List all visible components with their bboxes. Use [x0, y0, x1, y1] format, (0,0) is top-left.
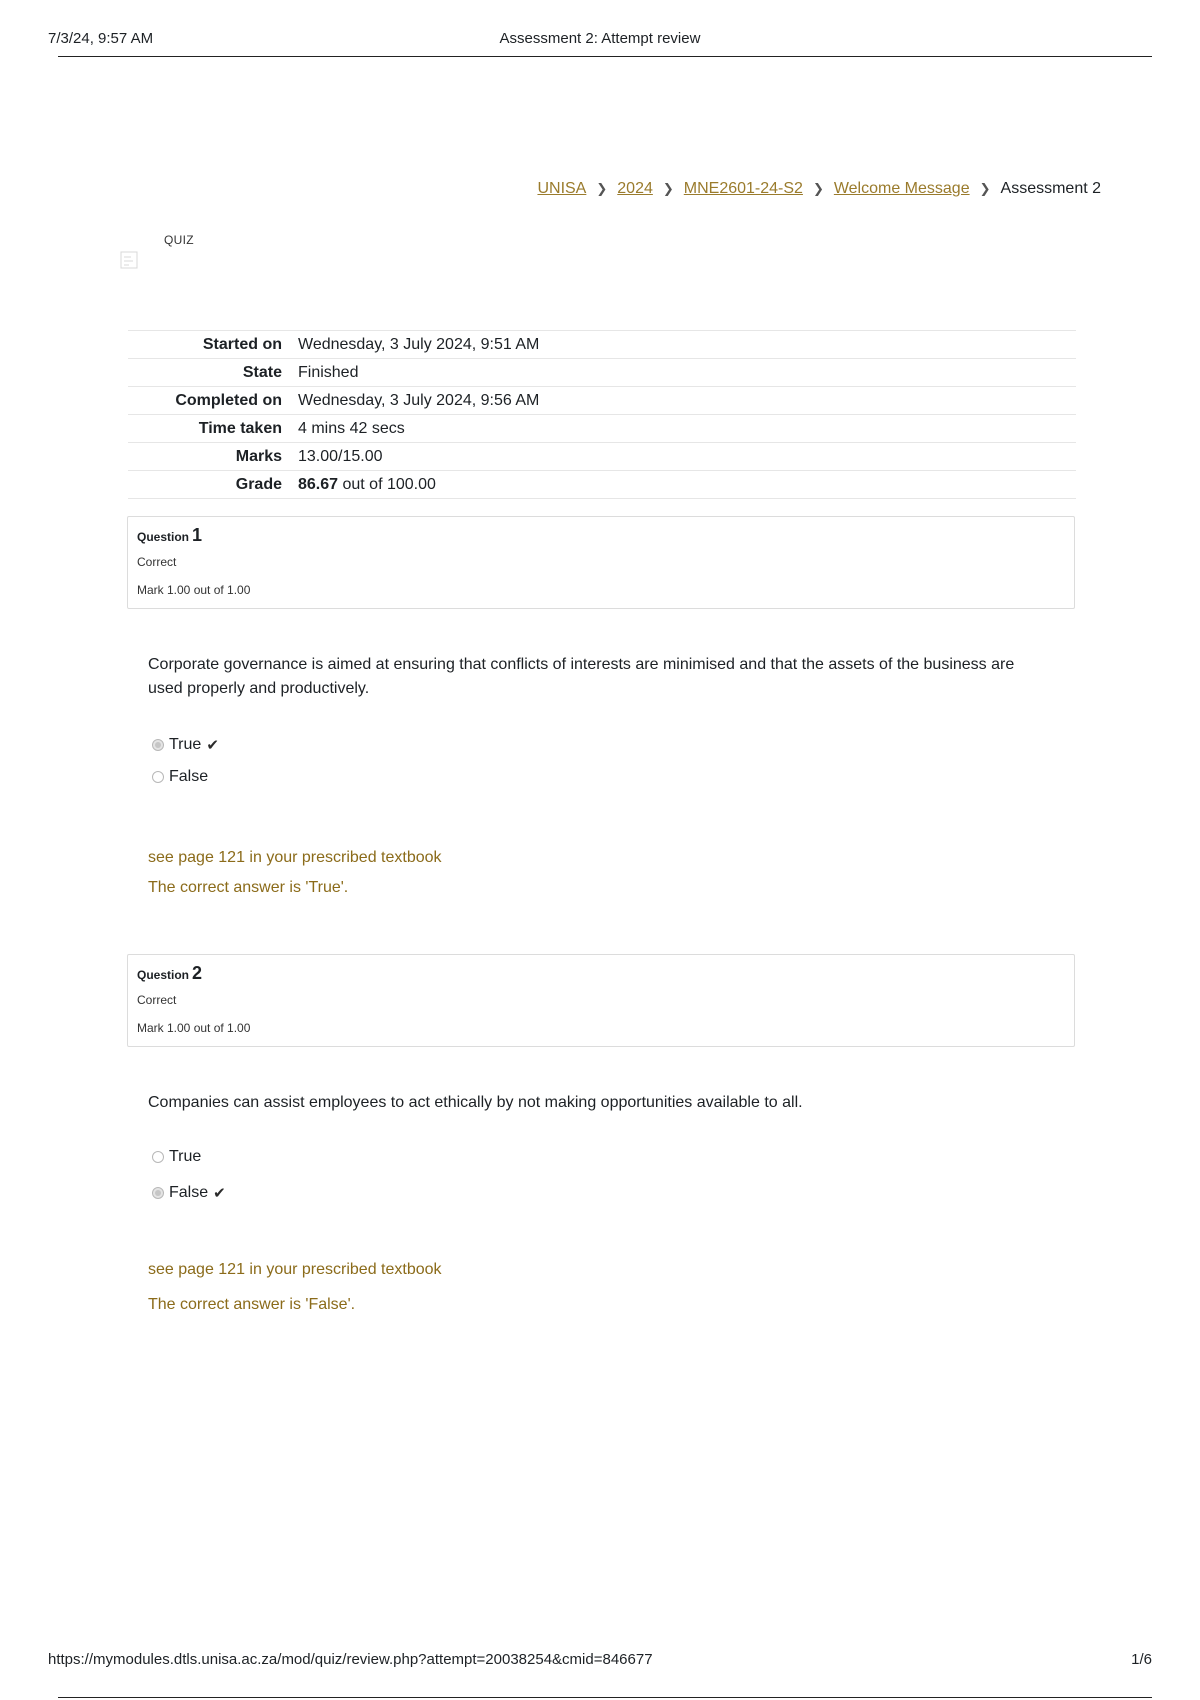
general-feedback: see page 121 in your prescribed textbook: [148, 1261, 442, 1278]
summary-row-started-on: [128, 331, 1076, 359]
summary-value: Finished: [298, 359, 1076, 387]
summary-row-completed-on: [128, 387, 1076, 415]
general-feedback: see page 121 in your prescribed textbook: [148, 849, 442, 866]
answer-label: False: [169, 768, 209, 785]
summary-value: 13.00/15.00: [298, 443, 1076, 471]
question-info-2: [127, 954, 1075, 1047]
answer-label: False: [169, 1184, 209, 1201]
breadcrumb: [537, 180, 1101, 198]
question-state: Correct: [137, 993, 177, 1007]
quiz-icon: [120, 250, 140, 270]
answer-option-true[interactable]: [152, 1148, 201, 1166]
question-text-2: Companies can assist employees to act ethically by not making opportunities available to all.: [148, 1094, 803, 1111]
summary-value: [298, 471, 1076, 499]
radio-button[interactable]: [152, 771, 164, 783]
summary-value: Wednesday, 3 July 2024, 9:56 AM: [298, 387, 1076, 415]
breadcrumb-welcome-message[interactable]: Welcome Message: [833, 180, 970, 197]
header-divider: [58, 56, 1152, 57]
breadcrumb-current: Assessment 2: [1000, 180, 1101, 197]
breadcrumb-2024[interactable]: 2024: [617, 180, 653, 197]
summary-label: State: [128, 359, 298, 387]
summary-value: 4 mins 42 secs: [298, 415, 1076, 443]
print-date: 7/3/24, 9:57 AM: [48, 30, 154, 47]
summary-row-time-taken: [128, 415, 1076, 443]
grade-out-of: out of 100.00: [338, 475, 436, 493]
activity-type-label: QUIZ: [164, 233, 194, 247]
chevron-right-icon: ❯: [596, 181, 608, 196]
summary-value: Wednesday, 3 July 2024, 9:51 AM: [298, 331, 1076, 359]
summary-label: Completed on: [128, 387, 298, 415]
grade-score: 86.67: [298, 475, 339, 493]
radio-button-checked[interactable]: [152, 1187, 164, 1199]
breadcrumb-unisa[interactable]: UNISA: [537, 180, 587, 197]
question-number: Question 2: [137, 963, 203, 983]
check-icon: ✔: [206, 737, 219, 754]
answer-option-false[interactable]: [152, 768, 208, 786]
correct-answer-feedback: The correct answer is 'True'.: [148, 879, 349, 896]
summary-row-state: [128, 359, 1076, 387]
attempt-summary-table: [128, 330, 1076, 499]
print-header: [48, 28, 1152, 58]
answer-label: True: [169, 736, 202, 753]
summary-label: Time taken: [128, 415, 298, 443]
radio-button-checked[interactable]: [152, 739, 164, 751]
question-text-1: Corporate governance is aimed at ensuring that conflicts of interests are minimised and that the assets of the business are used properly and productively.: [148, 656, 1015, 697]
chevron-right-icon: ❯: [979, 181, 991, 196]
summary-label: Marks: [128, 443, 298, 471]
print-title: Assessment 2: Attempt review: [499, 30, 701, 47]
question-mark: Mark 1.00 out of 1.00: [137, 583, 251, 597]
breadcrumb-course[interactable]: MNE2601-24-S2: [683, 180, 803, 197]
answer-label: True: [169, 1148, 202, 1165]
summary-row-marks: [128, 443, 1076, 471]
answer-option-false[interactable]: [152, 1184, 226, 1202]
question-mark: Mark 1.00 out of 1.00: [137, 1021, 251, 1035]
answer-option-true[interactable]: [152, 736, 219, 754]
footer-divider: [58, 1697, 1152, 1698]
question-state: Correct: [137, 555, 177, 569]
question-info-1: [127, 516, 1075, 609]
page-url: https://mymodules.dtls.unisa.ac.za/mod/quiz/review.php?attempt=20038254&cmid=846677: [48, 1651, 653, 1668]
summary-label: Grade: [128, 471, 298, 499]
check-icon: ✔: [213, 1185, 226, 1202]
correct-answer-feedback: The correct answer is 'False'.: [148, 1296, 356, 1313]
question-number: Question 1: [137, 525, 203, 545]
summary-row-grade: [128, 471, 1076, 499]
page-number: 1/6: [1131, 1651, 1152, 1668]
chevron-right-icon: ❯: [662, 181, 674, 196]
summary-label: Started on: [128, 331, 298, 359]
radio-button[interactable]: [152, 1151, 164, 1163]
chevron-right-icon: ❯: [812, 181, 824, 196]
